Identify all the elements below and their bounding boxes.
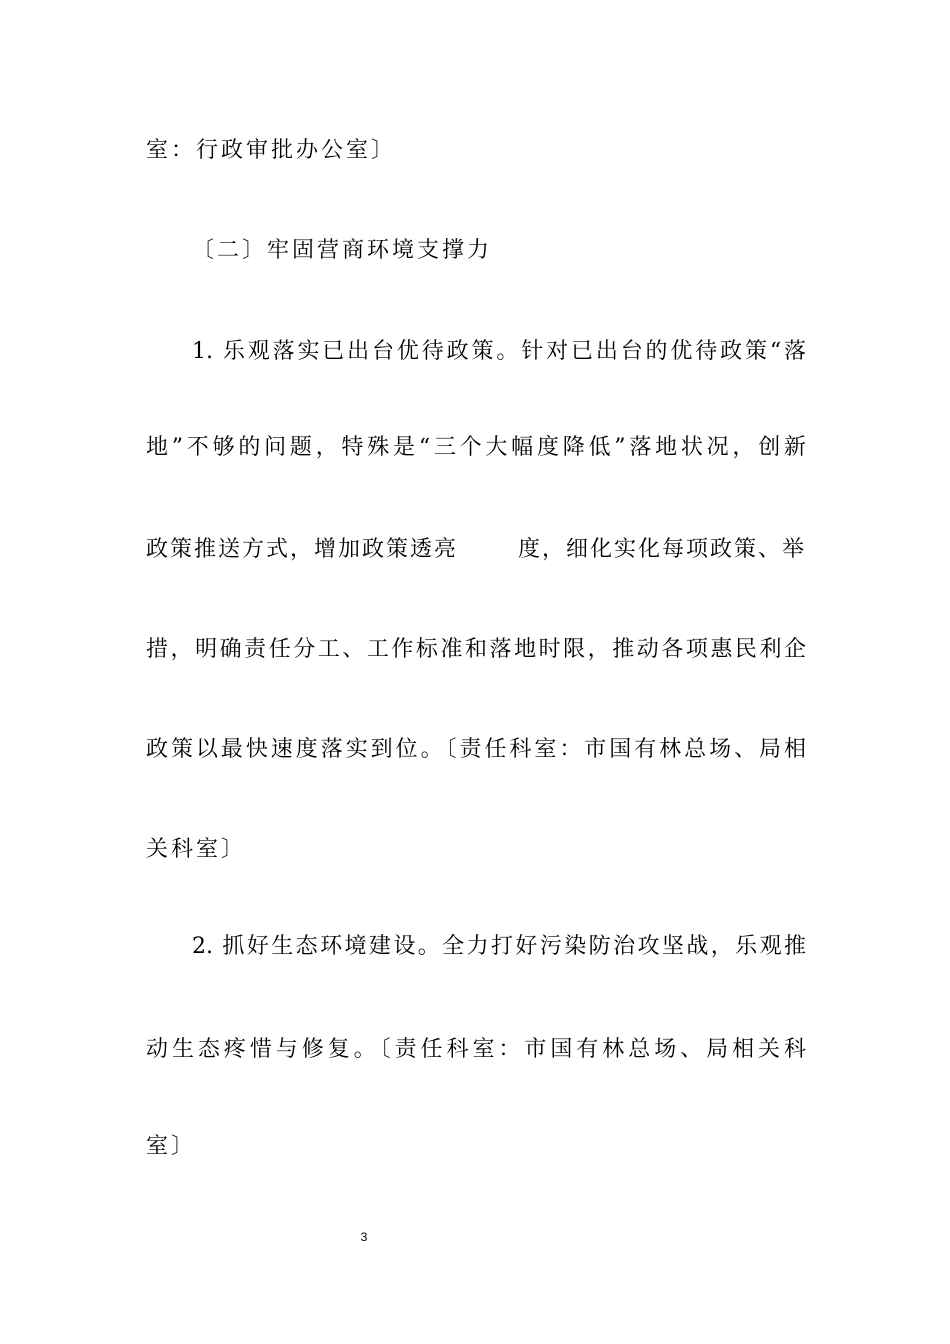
text-line-8: 关科室〕	[146, 837, 247, 862]
text-line-5-part-2: 度，细化实化每项政策、举	[517, 537, 806, 562]
text-line-6: 措，明确责任分工、工作标准和落地时限，推动各项惠民利企	[146, 637, 806, 662]
page-number: 3	[360, 1230, 368, 1244]
section-heading: 〔二〕牢固营商环境支撑力	[192, 238, 493, 263]
text-line-7: 政策以最快速度落实到位。〔责任科室：市国有林总场、局相	[146, 737, 806, 762]
text-line-9: 2. 抓好生态环境建设。全力打好污染防治攻坚战，乐观推	[192, 934, 806, 959]
text-line-5-part-1: 政策推送方式，增加政策透亮	[146, 537, 459, 562]
text-line-10: 动生态疼惜与修复。〔责任科室：市国有林总场、局相关科	[146, 1037, 806, 1062]
text-line-3: 1. 乐观落实已出台优待政策。针对已出台的优待政策“落	[192, 339, 806, 364]
text-line-1: 室：行政审批办公室〕	[146, 138, 397, 163]
text-line-11: 室〕	[146, 1134, 197, 1159]
text-line-5	[146, 535, 806, 565]
text-line-4: 地”不够的问题，特殊是“三个大幅度降低”落地状况，创新	[146, 435, 806, 460]
